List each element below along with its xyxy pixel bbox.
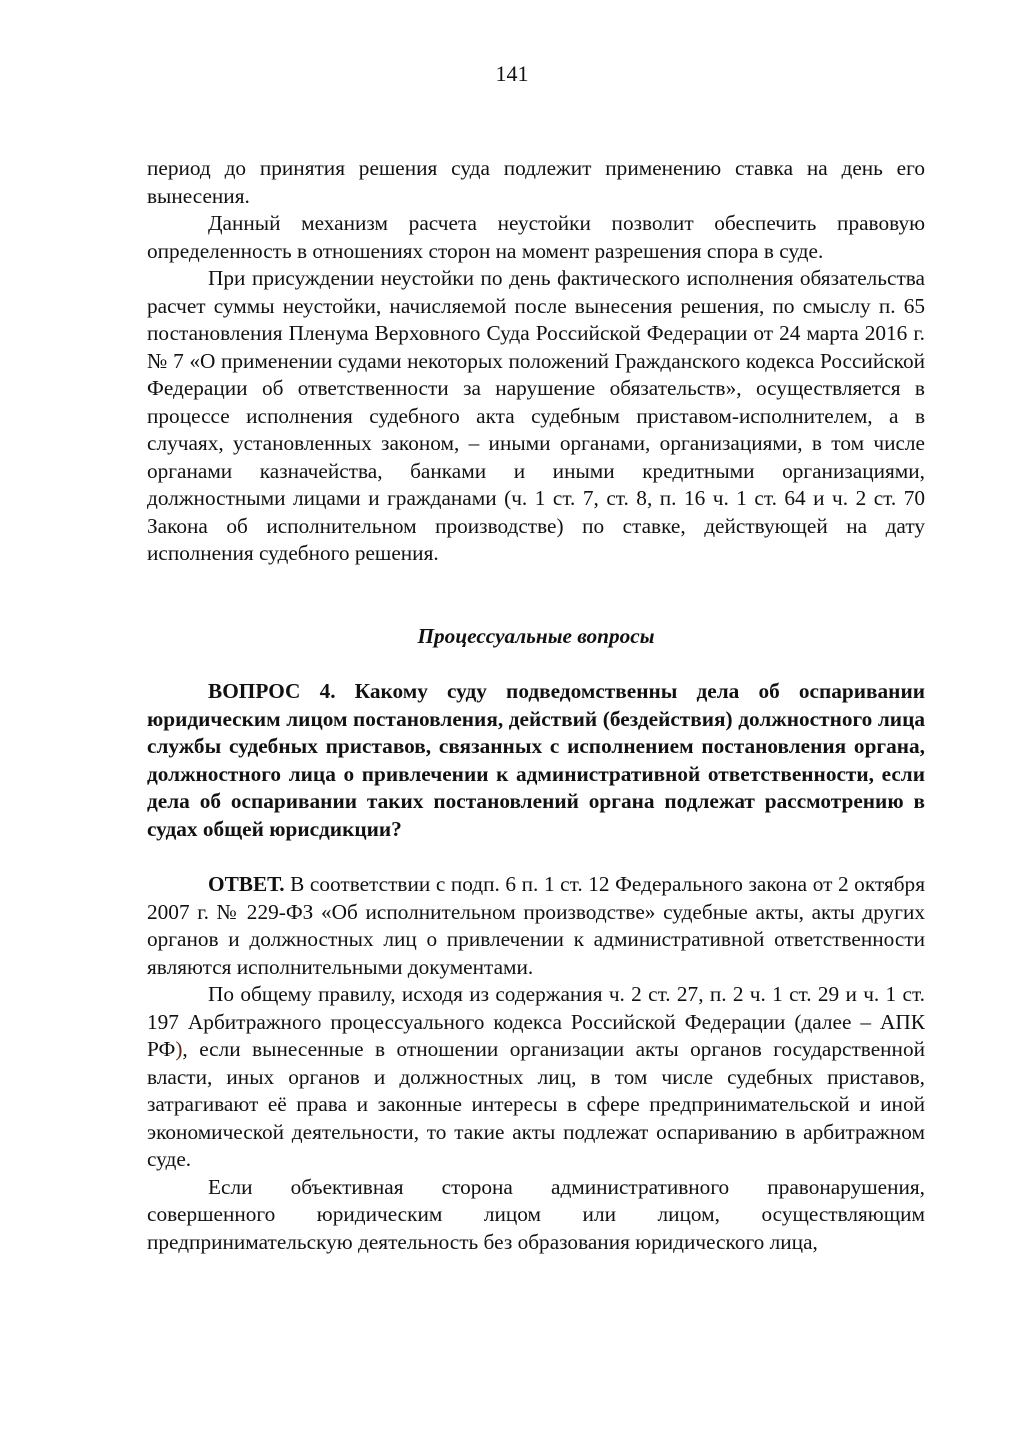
question-4: ВОПРОС 4. Какому суду подведомственны дела об оспаривании юридическим лицом постановления, действий (бездействия) должностного лица службы судебных приставов, связанных с исполнением постановления органа, должностного лица о привлечении к административной ответственности, если дела об оспаривании таких постановлений органа подлежат рассмотрению в судах общей юрисдикции? — [147, 679, 925, 841]
general-rule-end: , если вынесенные в отношении организации акты органов государственной власти, иных органов и должностных лиц, в том числе судебных приставов, затрагивают её права и законные интересы в сфере предпринимательской и иной экономической деятельности, то такие акты подлежат оспариванию в арбитражном суде. — [147, 1037, 925, 1171]
paragraph-mechanism: Данный механизм расчета неустойки позволит обеспечить правовую определенность в отношениях сторон на момент разрешения спора в суде. — [147, 211, 925, 263]
paragraph-objective-side: Если объективная сторона административного правонарушения, совершенного юридическим лицом или лицом, осуществляющим предпринимательскую деятельность без образования юридического лица, — [147, 1174, 925, 1254]
page-number: 141 — [495, 61, 529, 86]
paragraph-general-rule — [147, 981, 925, 1174]
paragraph-continuation: период до принятия решения суда подлежит применению ставка на день его вынесения. — [147, 156, 925, 208]
paragraph-penalty-calculation: При присуждении неустойки по день фактического исполнения обязательства расчет суммы неустойки, начисляемой после вынесения решения, по смыслу п. 65 постановления Пленума Верховного Суда Российской Федерации от 24 марта 2016 г. № 7 «О применении судами некоторых положений Гражданского кодекса Российской Федерации об ответственности за нарушение обязательств», осуществляется в процессе исполнения судебного акта судебным приставом-исполнителем, а в случаях, установленных законом, – иными органами, организациями, в том числе органами казначейства, банками и иными кредитными организациями, должностными лицами и гражданами (ч. 1 ст. 7, ст. 8, п. 16 ч. 1 ст. 64 и ч. 2 ст. 70 Закона об исполнительном производстве) по ставке, действующей на дату исполнения судебного решения. — [147, 266, 925, 565]
document-body — [147, 155, 925, 1256]
answer-paragraph — [147, 871, 925, 981]
general-rule-ref: ) — [175, 1037, 183, 1061]
answer-label: ОТВЕТ. — [208, 872, 285, 896]
general-rule-start: По общему правилу, исходя из содержания ч. 2 ст. 27, п. 2 ч. 1 ст. 29 и ч. 1 ст. 197 Арбитражного процессуального кодекса Российской Федерации (далее – АПК РФ — [147, 982, 925, 1061]
section-title: Процессуальные вопросы — [417, 623, 655, 648]
answer-text: В соответствии с подп. 6 п. 1 ст. 12 Федерального закона от 2 октября 2007 г. № 229-ФЗ «Об исполнительном производстве» судебные акты, акты других органов и должностных лиц о привлечении к административной ответственности являются исполнительными документами. — [147, 872, 925, 979]
